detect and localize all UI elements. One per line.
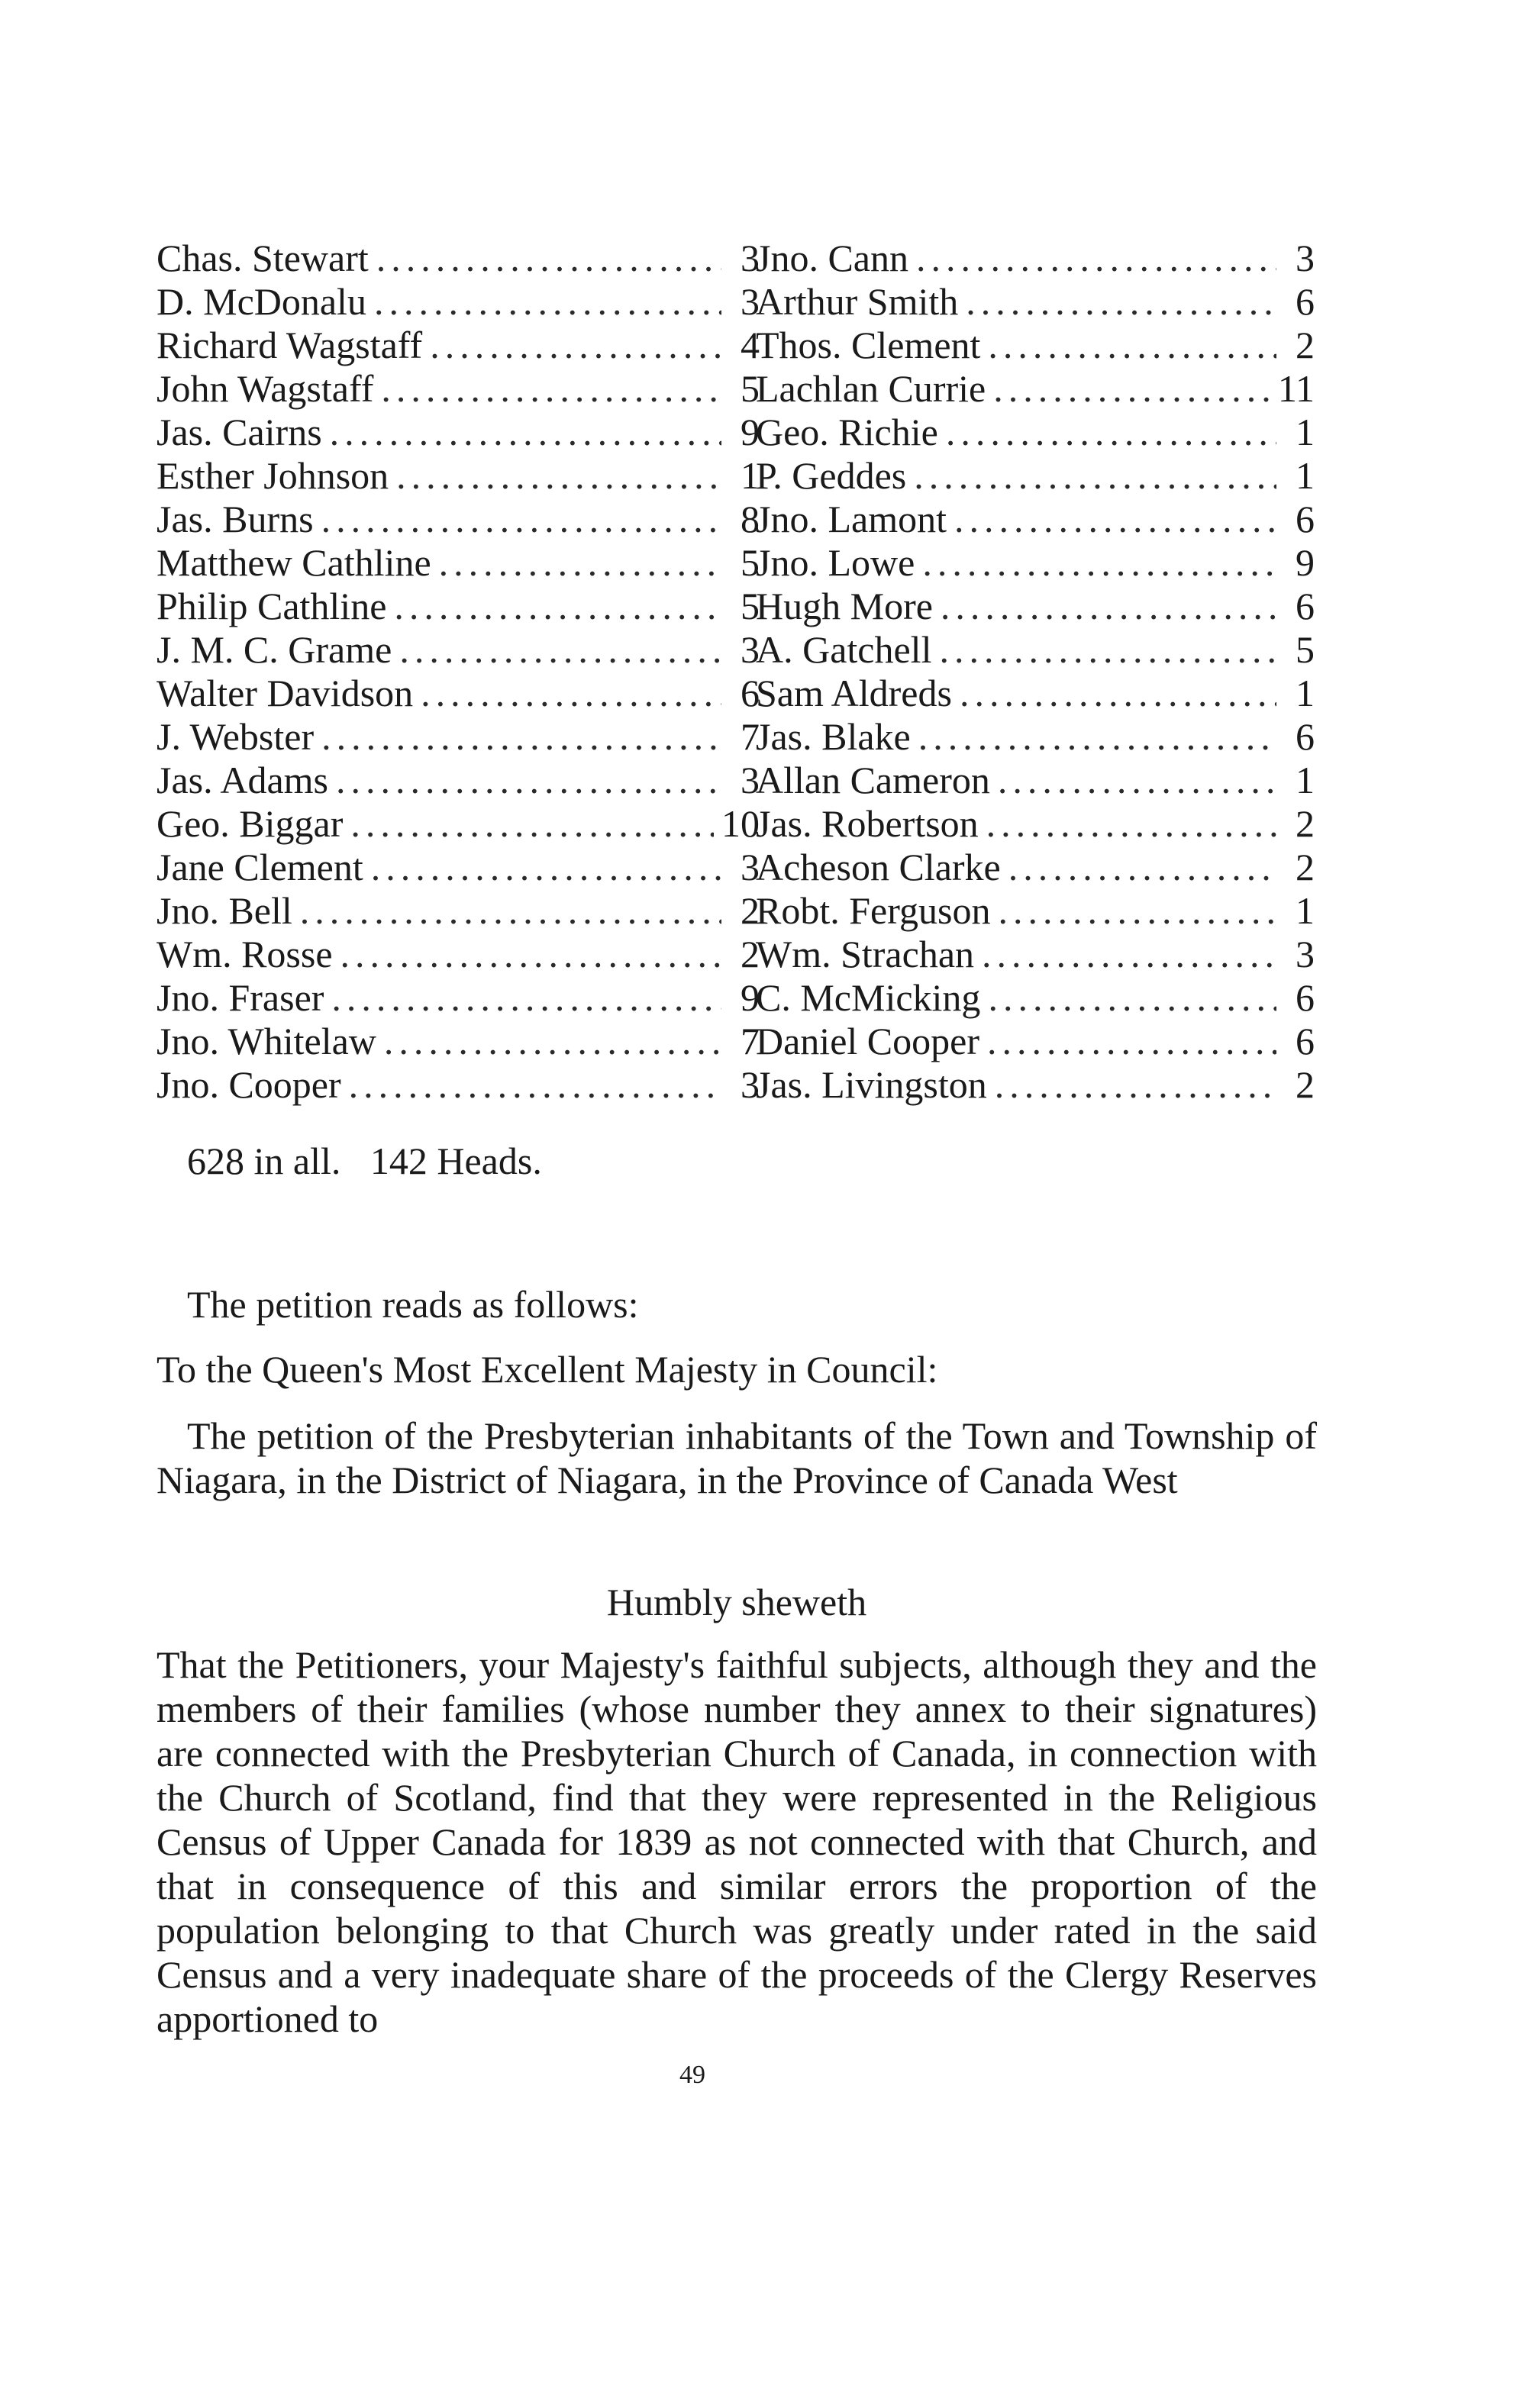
family-count: 1 [741,454,760,497]
list-row [756,846,1315,889]
leader-dots [993,367,1270,411]
list-row [756,498,1315,541]
family-count: 2 [741,933,760,975]
person-name: Geo. Biggar [157,802,344,845]
list-row [157,1020,760,1063]
family-count: 1 [1296,759,1315,801]
person-name: C. McMicking [756,976,981,1019]
leader-dots [439,541,721,585]
family-count: 3 [741,280,760,323]
family-count: 6 [741,672,760,714]
list-row [756,585,1315,628]
leader-dots [376,237,721,280]
leader-dots [399,628,721,672]
leader-dots [986,802,1276,846]
person-name: Hugh More [756,585,933,627]
list-row [756,715,1315,759]
list-row [157,715,760,759]
family-count: 9 [741,411,760,453]
person-name: Jas. Burns [157,498,314,540]
person-name: Jane Clement [157,846,363,888]
family-count: 10 [721,802,760,845]
leader-dots [330,411,721,454]
person-name: Thos. Clement [756,324,981,366]
family-count: 3 [741,628,760,671]
family-count: 3 [741,1063,760,1106]
list-row [157,498,760,541]
person-name: Jno. Cooper [157,1063,341,1106]
list-row [756,237,1315,280]
total-heads: 142 Heads. [369,1140,542,1182]
family-count: 6 [1296,280,1315,323]
family-count: 5 [741,585,760,627]
leader-dots [922,541,1276,585]
person-name: Geo. Richie [756,411,938,453]
person-name: Chas. Stewart [157,237,369,279]
person-name: J. M. C. Grame [157,628,392,671]
family-count: 1 [1296,672,1315,714]
leader-dots [381,367,721,411]
leader-dots [914,454,1276,498]
family-count: 5 [741,367,760,410]
list-row [756,889,1315,933]
list-row [157,628,760,672]
leader-dots [1008,846,1276,889]
family-count: 3 [1296,933,1315,975]
list-row [157,324,760,367]
person-name: Jno. Fraser [157,976,324,1019]
family-count: 7 [741,1020,760,1062]
body-paragraph: That the Petitioners, your Majesty's faithful subjects, although they and the members of their families (whose number they annex to their signatures) are connected with the Presbyterian Church of Canada, in connection with the Church of Scotland, find that they were represented in the Religious Census of Upper Canada for 1839 as not connected with that Church, and that in consequence of this and similar errors the proportion of the population belonging to that Church was greatly under rated in the said Census and a very inadequate share of the proceeds of the Clergy Reserves apportioned to [157,1643,1317,2040]
person-name: Jas. Adams [157,759,328,801]
family-count: 3 [1296,237,1315,279]
intro-line: The petition reads as follows: [187,1283,639,1326]
leader-dots [988,324,1276,367]
leader-dots [371,846,721,889]
leader-dots [394,585,721,628]
leader-dots [430,324,721,367]
family-count: 2 [1296,1063,1315,1106]
family-count: 5 [1296,628,1315,671]
list-row [756,324,1315,367]
list-row [157,541,760,585]
person-name: Daniel Cooper [756,1020,979,1062]
leader-dots [946,411,1276,454]
list-row [157,367,760,411]
address-line: To the Queen's Most Excellent Majesty in Council: [157,1348,938,1391]
family-count: 11 [1277,367,1315,410]
person-name: Jas. Robertson [756,802,979,845]
family-count: 8 [741,498,760,540]
family-count: 3 [741,237,760,279]
person-name: Wm. Rosse [157,933,333,975]
person-name: Lachlan Currie [756,367,986,410]
leader-dots [941,585,1276,628]
list-row [756,541,1315,585]
person-name: Sam Aldreds [756,672,952,714]
leader-dots [321,715,721,759]
leader-dots [321,498,721,541]
family-count: 6 [1296,498,1315,540]
person-name: Acheson Clarke [756,846,1001,888]
family-count: 2 [1296,802,1315,845]
person-name: Esther Johnson [157,454,389,497]
page-number: 49 [679,2061,705,2089]
family-count: 3 [741,846,760,888]
leader-dots [988,976,1276,1020]
list-row [157,802,760,846]
person-name: Matthew Cathline [157,541,431,584]
person-name: Jno. Lamont [756,498,947,540]
total-all: 628 in all. [187,1140,341,1182]
list-row [157,759,760,802]
list-row [157,976,760,1020]
list-row [157,933,760,976]
family-count: 1 [1296,411,1315,453]
person-name: Jno. Whitelaw [157,1020,376,1062]
list-row [756,802,1315,846]
leader-dots [995,1063,1276,1107]
list-row [157,454,760,498]
person-name: P. Geddes [756,454,907,497]
person-name: John Wagstaff [157,367,374,410]
leader-dots [998,759,1276,802]
leader-dots [374,280,721,324]
list-row [756,628,1315,672]
list-row [157,280,760,324]
family-count: 1 [1296,889,1315,932]
leader-dots [966,280,1276,324]
leader-dots [384,1020,721,1063]
list-row [756,411,1315,454]
family-count: 2 [741,889,760,932]
name-list-right [756,237,1315,1107]
list-row [756,454,1315,498]
person-name: Robt. Ferguson [756,889,991,932]
leader-dots [396,454,721,498]
person-name: Jas. Cairns [157,411,322,453]
list-row [756,367,1315,411]
leader-dots [916,237,1276,280]
list-row [756,976,1315,1020]
family-count: 2 [1296,324,1315,366]
leader-dots [350,802,714,846]
sheweth-heading: Humbly sheweth [606,1581,867,1623]
family-count: 6 [1296,976,1315,1019]
list-row [157,411,760,454]
person-name: Wm. Strachan [756,933,975,975]
leader-dots [960,672,1276,715]
petition-paragraph: The petition of the Presbyterian inhabitants of the Town and Township of Niagara, in the District of Niagara, in the Province of Canada West [157,1414,1317,1501]
leader-dots [421,672,721,715]
person-name: Jno. Lowe [756,541,915,584]
family-count: 2 [1296,846,1315,888]
list-row [157,1063,760,1107]
person-name: Allan Cameron [756,759,990,801]
list-row [756,1020,1315,1063]
total-line [187,1139,542,1183]
family-count: 9 [741,976,760,1019]
person-name: Richard Wagstaff [157,324,423,366]
leader-dots [987,1020,1276,1063]
list-row [756,280,1315,324]
leader-dots [336,759,721,802]
person-name: J. Webster [157,715,315,758]
leader-dots [939,628,1276,672]
family-count: 7 [741,715,760,758]
list-row [756,672,1315,715]
name-list-left [157,237,760,1107]
person-name: Jno. Bell [157,889,292,932]
leader-dots [349,1063,721,1107]
person-name: Jno. Cann [756,237,908,279]
family-count: 6 [1296,1020,1315,1062]
leader-dots [340,933,721,976]
list-row [157,237,760,280]
person-name: Walter Davidson [157,672,414,714]
list-row [157,889,760,933]
leader-dots [331,976,721,1020]
person-name: Philip Cathline [157,585,387,627]
list-row [157,846,760,889]
family-count: 9 [1296,541,1315,584]
family-count: 6 [1296,585,1315,627]
leader-dots [918,715,1276,759]
family-count: 4 [741,324,760,366]
person-name: Jas. Blake [756,715,911,758]
leader-dots [982,933,1276,976]
list-row [157,585,760,628]
person-name: Arthur Smith [756,280,959,323]
list-row [756,1063,1315,1107]
person-name: Jas. Livingston [756,1063,987,1106]
list-row [756,759,1315,802]
leader-dots [998,889,1276,933]
family-count: 1 [1296,454,1315,497]
list-row [157,672,760,715]
leader-dots [300,889,721,933]
list-row [756,933,1315,976]
leader-dots [954,498,1276,541]
person-name: A. Gatchell [756,628,932,671]
person-name: D. McDonalu [157,280,366,323]
family-count: 6 [1296,715,1315,758]
family-count: 5 [741,541,760,584]
family-count: 3 [741,759,760,801]
